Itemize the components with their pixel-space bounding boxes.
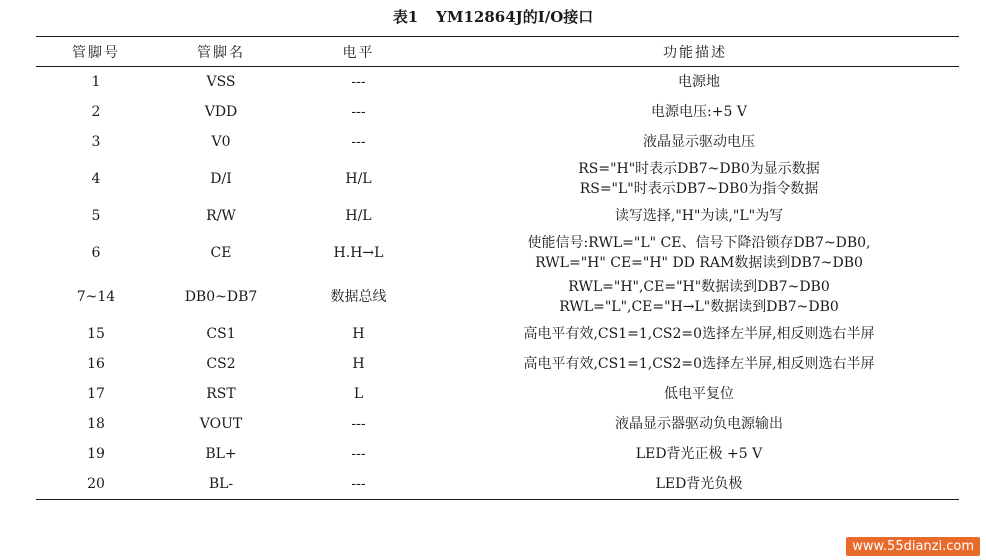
- pin-number-cell: 6: [91, 245, 101, 261]
- pin-name-cell: D/I: [210, 171, 232, 187]
- description-line: LED背光正极 +5 V: [635, 446, 763, 462]
- pin-number-cell: 19: [87, 446, 105, 462]
- description-cell: [431, 275, 959, 319]
- pin-name-cell: CS2: [206, 356, 236, 372]
- description-line: 电源地: [678, 74, 720, 90]
- header-level: 电平: [286, 37, 431, 67]
- description-line: RS="L"时表示DB7~DB0为指令数据: [579, 181, 819, 197]
- description-line: RS="H"时表示DB7~DB0为显示数据: [578, 161, 820, 177]
- description-cell: [431, 67, 959, 98]
- table-row: [36, 231, 959, 275]
- level-cell: ---: [351, 446, 366, 462]
- description-line: 电源电压:+5 V: [651, 104, 747, 120]
- description-cell: [431, 157, 959, 201]
- level-cell: ---: [351, 476, 366, 492]
- description-cell: [431, 231, 959, 275]
- header-description: 功能描述: [431, 37, 959, 67]
- pin-name-cell: CE: [210, 245, 232, 261]
- table-row: [36, 67, 959, 98]
- level-cell: 数据总线: [330, 289, 387, 305]
- pin-name-cell: DB0~DB7: [184, 289, 258, 305]
- pin-name-cell: VOUT: [199, 416, 243, 432]
- table-row: [36, 319, 959, 349]
- description-line: 液晶显示器驱动负电源输出: [615, 416, 783, 432]
- header-pin-name: 管脚名: [156, 37, 286, 67]
- caption-label: 表1: [392, 8, 419, 26]
- pin-number-cell: 17: [87, 386, 105, 402]
- description-line: LED背光负极: [655, 476, 743, 492]
- pin-name-cell: CS1: [206, 326, 236, 342]
- description-cell: [431, 469, 959, 500]
- pin-number-cell: 3: [91, 134, 101, 150]
- caption-text: YM12864J的I/O接口: [436, 8, 594, 26]
- table-caption: [0, 6, 986, 27]
- pin-number-cell: 1: [91, 74, 101, 90]
- level-cell: H: [352, 356, 365, 372]
- description-line: RWL="H" CE="H" DD RAM数据读到DB7~DB0: [535, 255, 863, 271]
- description-line: 高电平有效,CS1=1,CS2=0选择左半屏,相反则选右半屏: [523, 326, 875, 342]
- table-row: [36, 379, 959, 409]
- table-row: [36, 349, 959, 379]
- pin-number-cell: 7~14: [76, 289, 116, 305]
- pin-number-cell: 16: [87, 356, 105, 372]
- level-cell: ---: [351, 74, 366, 90]
- header-row: [36, 37, 959, 67]
- table-row: [36, 127, 959, 157]
- description-line: 液晶显示驱动电压: [643, 134, 755, 150]
- description-cell: [431, 201, 959, 231]
- table-row: [36, 439, 959, 469]
- pin-name-cell: BL-: [208, 476, 234, 492]
- description-line: 使能信号:RWL="L" CE、信号下降沿锁存DB7~DB0,: [527, 235, 871, 251]
- description-line: RWL="H",CE="H"数据读到DB7~DB0: [568, 279, 830, 295]
- description-line: 读写选择,"H"为读,"L"为写: [614, 208, 784, 224]
- pin-number-cell: 20: [87, 476, 105, 492]
- table-row: [36, 275, 959, 319]
- level-cell: ---: [351, 134, 366, 150]
- level-cell: ---: [351, 104, 366, 120]
- pin-number-cell: 18: [87, 416, 105, 432]
- level-cell: ---: [351, 416, 366, 432]
- table-row: [36, 97, 959, 127]
- level-cell: H/L: [345, 208, 372, 224]
- table-row: [36, 469, 959, 500]
- pin-number-cell: 4: [91, 171, 101, 187]
- description-line: 低电平复位: [664, 386, 734, 402]
- level-cell: H.H→L: [333, 245, 384, 261]
- pin-name-cell: BL+: [205, 446, 237, 462]
- description-line: 高电平有效,CS1=1,CS2=0选择左半屏,相反则选右半屏: [523, 356, 875, 372]
- header-pin-number: 管脚号: [36, 37, 156, 67]
- pin-table: [36, 36, 959, 500]
- description-cell: [431, 409, 959, 439]
- pin-name-cell: VDD: [204, 104, 238, 120]
- level-cell: H/L: [345, 171, 372, 187]
- table-row: [36, 409, 959, 439]
- description-cell: [431, 319, 959, 349]
- description-cell: [431, 127, 959, 157]
- pin-name-cell: V0: [211, 134, 231, 150]
- table-row: [36, 201, 959, 231]
- table-row: [36, 157, 959, 201]
- description-cell: [431, 349, 959, 379]
- pin-name-cell: VSS: [206, 74, 236, 90]
- level-cell: H: [352, 326, 365, 342]
- description-cell: [431, 97, 959, 127]
- pin-name-cell: RST: [206, 386, 236, 402]
- pin-number-cell: 2: [91, 104, 101, 120]
- description-line: RWL="L",CE="H→L"数据读到DB7~DB0: [559, 299, 839, 315]
- site-watermark: www.55dianzi.com: [846, 537, 980, 556]
- description-cell: [431, 379, 959, 409]
- pin-number-cell: 5: [91, 208, 101, 224]
- pin-number-cell: 15: [87, 326, 105, 342]
- pin-name-cell: R/W: [206, 208, 236, 224]
- level-cell: L: [353, 386, 364, 402]
- description-cell: [431, 439, 959, 469]
